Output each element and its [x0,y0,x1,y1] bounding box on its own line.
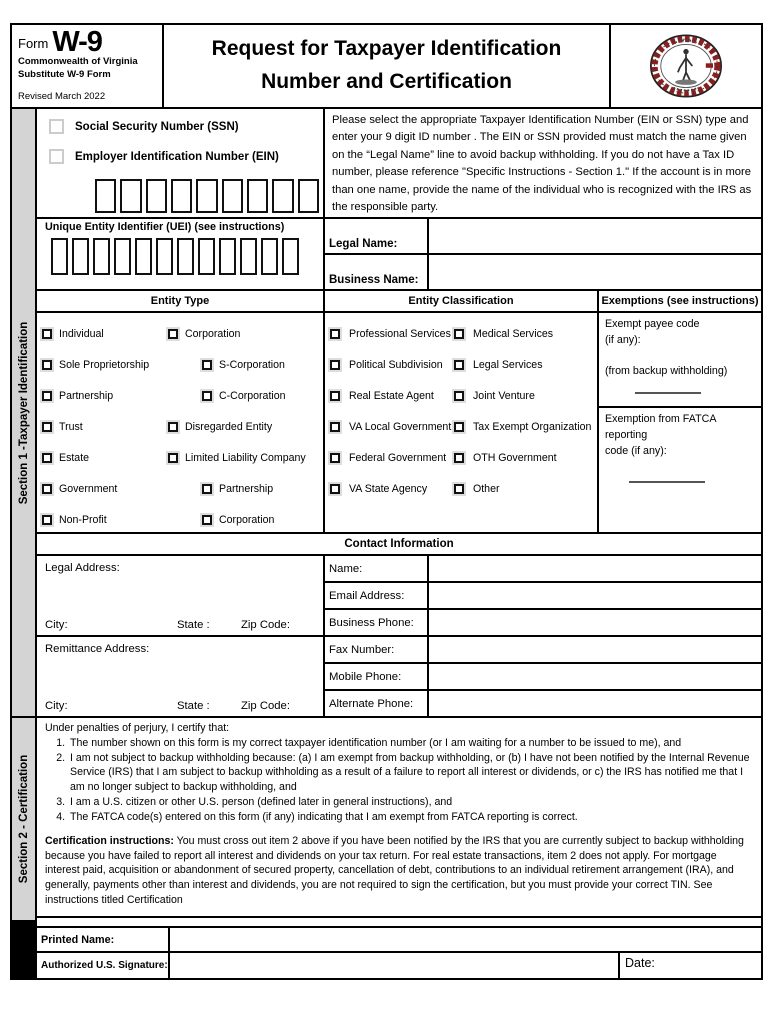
checkbox-icon[interactable] [454,422,464,432]
fatca-code-input[interactable] [629,481,705,483]
entity-row [37,291,761,534]
org-line-1: Commonwealth of Virginia [18,56,138,68]
entity-type-option[interactable] [42,380,168,411]
exemptions-cell [599,291,761,532]
contact-field-row [325,689,761,716]
tin-instructions: Please select the appropriate Taxpayer Identification Number (EIN or SSN) type and enter your 9 digit ID number . The EIN or SSN provided must match the name given on the “Legal Name” line to avoid backup withholding. If you do not have a Tax ID number, please reference "Specific Instructions - Section 1." If the account is in more than one name, provide the name of the individual who is recognized with the IRS as the responsible party. [332,114,752,214]
checkbox-icon[interactable] [168,329,178,339]
entity-type-option[interactable] [168,380,321,411]
checkbox-icon[interactable] [202,360,212,370]
legal-address-label: Legal Address: [45,562,120,574]
form-title [164,25,609,107]
zip-label: Zip Code: [241,700,290,712]
virginia-state-seal-icon [641,30,731,102]
entity-classification-header: Entity Classification [325,291,597,313]
entity-type-option[interactable] [42,473,168,504]
checkbox-icon[interactable] [42,515,52,525]
ein-option[interactable] [49,149,319,164]
entity-classification-option[interactable] [454,318,595,349]
entity-type-option-label: Estate [59,451,90,464]
business-name-input[interactable] [429,255,761,289]
form-number: W-9 [52,26,102,58]
ssn-label: Social Security Number (SSN) [75,120,239,133]
entity-type-option-label: Corporation [185,327,241,340]
perjury-intro: Under penalties of perjury, I certify that: [45,722,230,734]
contact-field-label: Business Phone: [325,610,429,635]
uei-digit-box[interactable] [51,238,68,275]
uei-digit-box[interactable] [93,238,110,275]
section-2-label: Section 2 - Certification [17,754,30,884]
entity-type-option[interactable] [42,349,168,380]
city-label: City: [45,619,68,631]
address-cell [37,556,325,716]
certification-item: 1. The number shown on this form is my correct taxpayer identification number (or I am waiting for a number to be issued to me), and [68,736,752,751]
ssn-option[interactable] [49,119,319,134]
contact-field-label: Mobile Phone: [325,664,429,689]
remittance-address-block[interactable] [37,637,323,716]
checkbox-icon[interactable] [330,453,340,463]
entity-type-option-label: C-Corporation [219,389,286,402]
fatca-block [599,408,761,532]
checkbox-icon[interactable] [330,391,340,401]
entity-classification-option[interactable] [454,380,595,411]
w9-form [10,23,763,980]
entity-classification-option-label: Political Subdivision [349,358,443,371]
contact-field-input[interactable] [429,691,761,716]
checkbox-icon[interactable] [42,360,52,370]
checkbox-icon[interactable] [454,391,464,401]
exempt-payee-line-2: (if any): [605,334,641,347]
section-sidebar [12,109,37,978]
entity-classification-option[interactable] [454,411,595,442]
entity-classification-option[interactable] [330,380,454,411]
checkbox-icon[interactable] [454,329,464,339]
exemptions-header: Exemptions (see instructions) [599,291,761,313]
exempt-payee-code-input[interactable] [635,392,701,394]
contact-field-row [325,581,761,608]
checkbox-icon[interactable] [330,484,340,494]
authorized-signature-input[interactable] [170,953,618,978]
printed-name-label: Printed Name: [37,928,170,951]
entity-classification-option[interactable] [330,318,454,349]
legal-name-input[interactable] [429,219,761,253]
remittance-address-label: Remittance Address: [45,643,150,655]
entity-type-option[interactable] [42,318,168,349]
entity-classification-option-label: OTH Government [473,451,557,464]
ssn-checkbox[interactable] [49,119,64,134]
checkbox-icon[interactable] [454,360,464,370]
entity-type-option-label: Limited Liability Company [185,451,306,464]
contact-field-input[interactable] [429,610,761,635]
uei-digit-box[interactable] [135,238,152,275]
state-label: State : [177,619,210,631]
contact-field-row [325,556,761,581]
form-word: Form [18,36,49,52]
certification-instructions-lead: Certification instructions: [45,834,174,847]
contact-fields [325,556,761,716]
contact-field-input[interactable] [429,583,761,608]
checkbox-icon[interactable] [42,422,52,432]
checkbox-icon[interactable] [42,329,52,339]
entity-type-option[interactable] [168,504,321,535]
checkbox-icon[interactable] [330,422,340,432]
printed-name-row [37,926,761,951]
entity-classification-option-label: Legal Services [473,358,543,371]
uei-digit-box[interactable] [114,238,131,275]
date-cell[interactable] [618,953,761,978]
entity-type-header: Entity Type [37,291,323,313]
entity-classification-option-label: VA Local Government [349,420,452,433]
contact-field-input[interactable] [429,556,761,581]
entity-classification-option-label: Real Estate Agent [349,389,434,402]
entity-type-option[interactable] [168,411,321,442]
revision-date: Revised March 2022 [18,91,106,102]
uei-digit-box[interactable] [282,238,299,275]
entity-type-col2 [168,318,321,535]
contact-information-header: Contact Information [37,534,761,556]
checkbox-icon[interactable] [168,453,178,463]
fatca-line-1: Exemption from FATCA reporting [605,413,716,442]
certification-item: 3. I am a U.S. citizen or other U.S. person (defined later in general instructions), and [68,795,752,810]
business-name-row [325,255,761,289]
contact-field-label: Name: [325,556,429,581]
certification-block [37,718,761,918]
certification-item: 4. The FATCA code(s) entered on this form (if any) indicating that I am exempt from FATCA reporting is correct. [68,810,752,825]
entity-classification-col2 [454,318,595,530]
legal-name-row [325,219,761,255]
checkbox-icon[interactable] [454,453,464,463]
ein-checkbox[interactable] [49,149,64,164]
entity-classification-option[interactable] [330,442,454,473]
signature-tab-black-bar [12,922,37,978]
entity-type-option[interactable] [168,473,321,504]
entity-classification-option-label: Joint Venture [473,389,535,402]
tin-digit-box[interactable] [272,179,293,213]
contact-field-label: Fax Number: [325,637,429,662]
tin-digit-box[interactable] [196,179,217,213]
entity-type-cell [37,291,325,532]
entity-classification-option-label: Professional Services [349,327,451,340]
entity-classification-option[interactable] [454,442,595,473]
authorized-signature-label: Authorized U.S. Signature: [37,953,170,978]
entity-classification-cell [325,291,599,532]
exempt-payee-line-3: (from backup withholding) [605,365,728,378]
contact-field-row [325,635,761,662]
uei-digit-box[interactable] [240,238,257,275]
entity-classification-col1 [330,318,454,530]
tin-digit-box[interactable] [298,179,319,213]
tin-row [37,109,761,219]
entity-type-option[interactable] [168,442,321,473]
uei-digit-box[interactable] [261,238,278,275]
entity-type-option-label: Partnership [59,389,114,402]
printed-name-input[interactable] [170,928,761,951]
certification-item: 2. I am not subject to backup withholding because: (a) I am exempt from backup withholding, or (b) I have not been notified by the Internal Revenue Service (IRS) that I am subject to backup withholding as a result of a failure to report all interest or dividends, or c) the IRS has notified me that I am no longer subject to backup withholding, and [68,751,752,795]
uei-names-row [37,219,761,291]
checkbox-icon[interactable] [202,484,212,494]
entity-type-option[interactable] [168,349,321,380]
checkbox-icon[interactable] [454,484,464,494]
tin-digit-box[interactable] [222,179,243,213]
date-label: Date: [625,956,655,970]
entity-type-option-label: Corporation [219,513,275,526]
contact-field-row [325,662,761,689]
seal-cell [609,25,761,107]
checkbox-icon[interactable] [168,422,178,432]
section-1-tab [12,109,37,718]
uei-cell [37,219,325,289]
form-title-line-1: Request for Taxpayer Identification [211,37,562,61]
certification-list [45,736,752,825]
entity-type-option-label: Trust [59,420,83,433]
form-id-block [12,25,164,107]
contact-field-label: Alternate Phone: [325,691,429,716]
certification-instructions [45,834,752,908]
entity-classification-option-label: Federal Government [349,451,447,464]
entity-classification-option[interactable] [330,349,454,380]
contact-row [37,556,761,718]
uei-digit-boxes [51,238,319,275]
contact-field-input[interactable] [429,664,761,689]
checkbox-icon[interactable] [202,391,212,401]
form-title-line-2: Number and Certification [261,70,512,93]
tin-digit-boxes [95,179,319,213]
spacer [37,918,761,926]
entity-type-option[interactable] [168,318,321,349]
exempt-payee-block [599,313,761,408]
entity-type-option-label: Partnership [219,482,274,495]
certification-instructions-text: You must cross out item 2 above if you have been notified by the IRS that you are currently subject to backup withholding because you have failed to report all interest and dividends on your tax return. For real estate transactions, item 2 does not apply. For mortgage interest paid, acquisition or abandonment of secured property, cancellation of debt, contributions to an individual retirement arrangement (IRA), and generally, payments other than interest and dividends, you are not required to sign the certification, but you must provide your correct TIN. See instructions titled Certification [45,834,744,907]
entity-classification-option[interactable] [454,473,595,504]
signature-row [37,951,761,978]
entity-classification-option-label: Tax Exempt Organization [473,420,592,433]
exempt-payee-line-1: Exempt payee code [605,318,700,330]
section-1-label: Section 1 -Taxpayer Identification [17,321,30,504]
entity-classification-option-label: VA State Agency [349,482,428,495]
tin-digit-box[interactable] [95,179,116,213]
entity-type-option[interactable] [42,411,168,442]
entity-type-col1 [42,318,168,535]
entity-type-option-label: Sole Proprietorship [59,358,150,371]
checkbox-icon[interactable] [202,515,212,525]
entity-classification-option-label: Other [473,482,500,495]
entity-type-option[interactable] [42,442,168,473]
form-body [10,109,763,980]
legal-address-block[interactable] [37,556,323,637]
uei-digit-box[interactable] [72,238,89,275]
entity-classification-option[interactable] [330,411,454,442]
entity-classification-option[interactable] [454,349,595,380]
contact-field-row [325,608,761,635]
checkbox-icon[interactable] [42,453,52,463]
entity-classification-option-label: Medical Services [473,327,554,340]
names-cell [325,219,761,289]
checkbox-icon[interactable] [42,484,52,494]
tin-digit-box[interactable] [247,179,268,213]
tin-digit-box[interactable] [120,179,141,213]
uei-digit-box[interactable] [219,238,236,275]
entity-type-option-label: Non-Profit [59,513,107,526]
uei-digit-box[interactable] [198,238,215,275]
zip-label: Zip Code: [241,619,290,631]
form-content [37,109,761,978]
section-2-tab [12,718,37,922]
legal-name-label: Legal Name: [325,219,429,253]
checkbox-icon[interactable] [330,360,340,370]
fatca-line-2: code (if any): [605,445,667,458]
contact-field-label: Email Address: [325,583,429,608]
entity-type-option-label: Government [59,482,118,495]
form-header [10,23,763,109]
contact-field-input[interactable] [429,637,761,662]
entity-type-option[interactable] [42,504,168,535]
uei-digit-box[interactable] [156,238,173,275]
entity-type-option-label: S-Corporation [219,358,285,371]
checkbox-icon[interactable] [42,391,52,401]
entity-type-option-label: Disregarded Entity [185,420,273,433]
checkbox-icon[interactable] [330,329,340,339]
entity-classification-option[interactable] [330,473,454,504]
tin-select-cell [37,109,325,217]
business-name-label: Business Name: [325,255,429,289]
ein-label: Employer Identification Number (EIN) [75,150,279,163]
city-label: City: [45,700,68,712]
tin-digit-box[interactable] [146,179,167,213]
state-label: State : [177,700,210,712]
uei-digit-box[interactable] [177,238,194,275]
org-line-2: Substitute W-9 Form [18,68,111,80]
entity-type-option-label: Individual [59,327,104,340]
uei-label: Unique Entity Identifier (UEI) (see instructions) [45,221,285,233]
tin-digit-box[interactable] [171,179,192,213]
